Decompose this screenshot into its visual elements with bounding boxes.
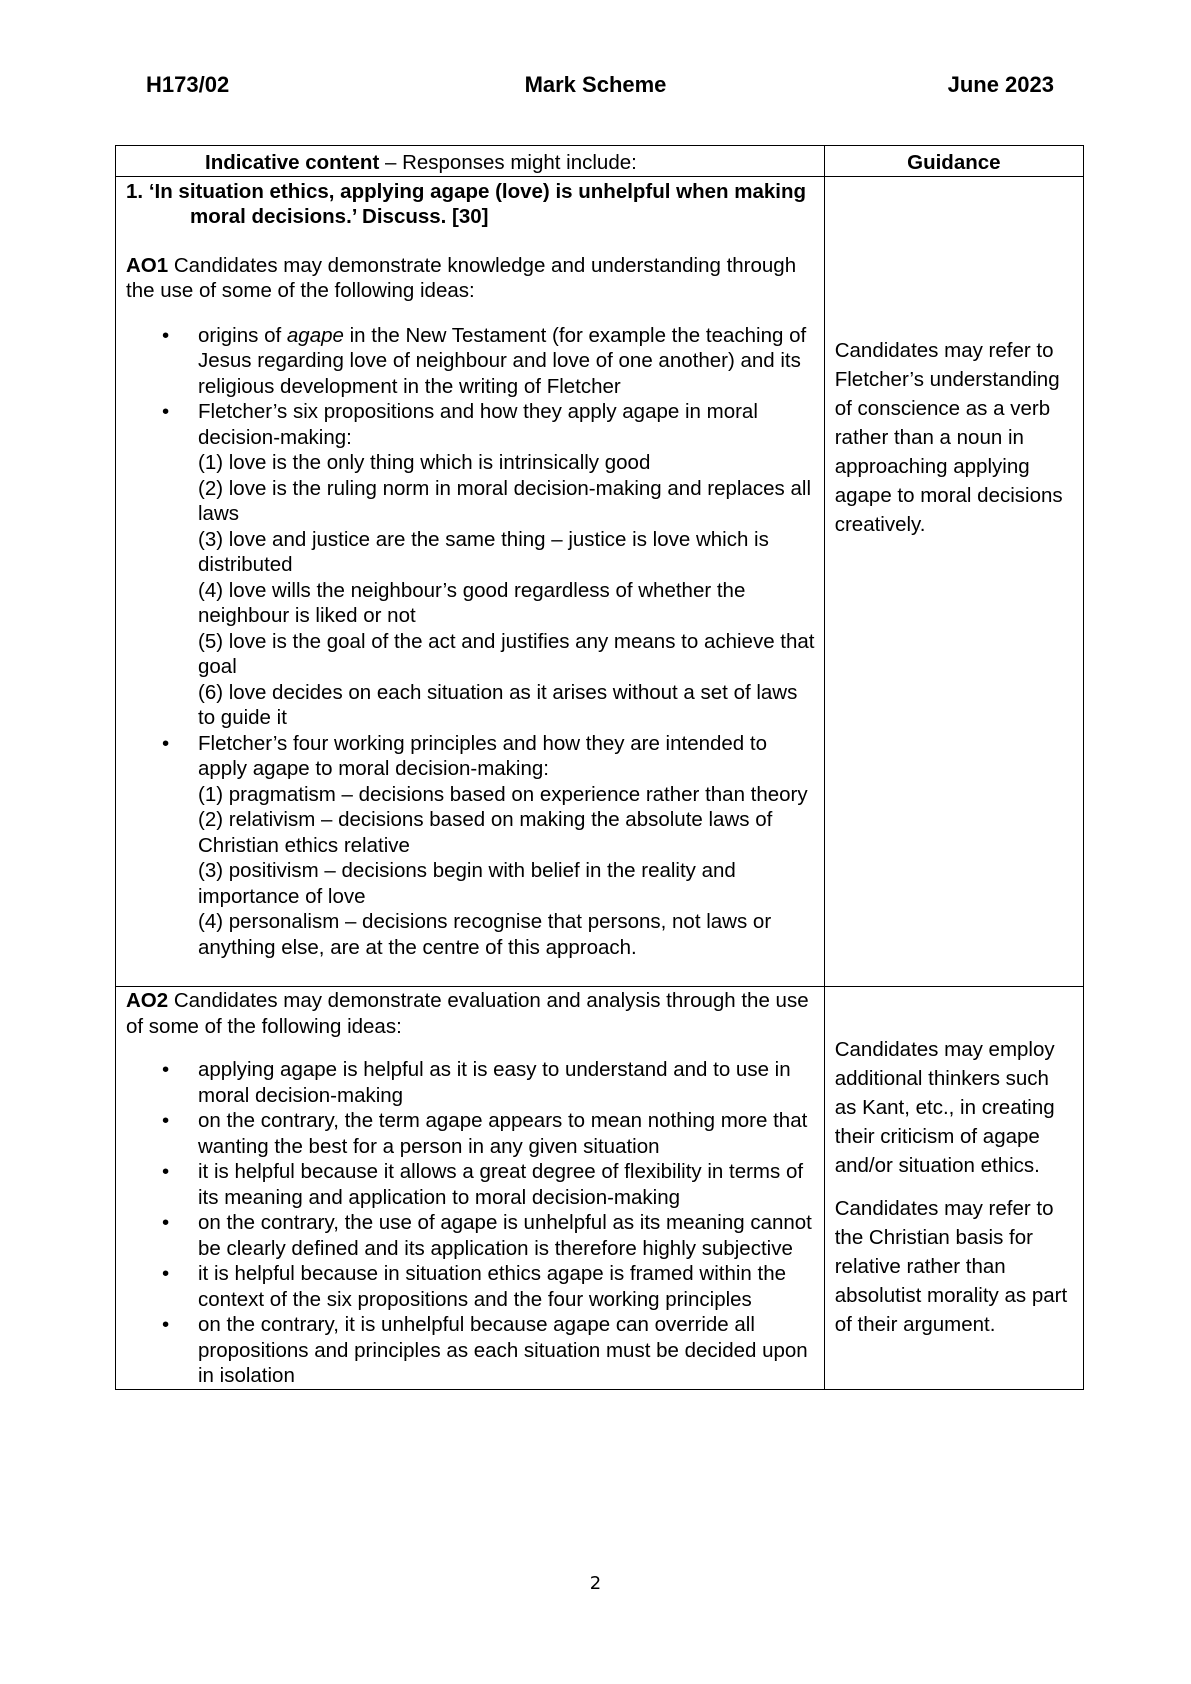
ao1-points [126, 323, 816, 961]
principle-item: (4) personalism – decisions recognise that persons, not laws or anything else, are at the centre of this approach. [198, 910, 772, 959]
ao2-point: • applying agape is helpful as it is easy to understand and to use in moral decision-making [162, 1058, 791, 1107]
header-guidance: Guidance [824, 146, 1083, 177]
proposition-item: (1) love is the only thing which is intrinsically good [198, 451, 651, 474]
ao2-intro [126, 988, 816, 1039]
ao1-content-cell [116, 176, 825, 987]
ao1-guidance-text: Candidates may refer to Fletcher’s understanding of conscience as a verb rather than a noun in approaching applying agape to moral decisions creatively. [834, 338, 1063, 536]
header-indicative-bold: Indicative content [205, 151, 380, 174]
ao2-guidance-text-2: Candidates may refer to the Christian basis for relative rather than absolutist morality as part of their argument. [834, 1197, 1068, 1336]
header-indicative-content [116, 146, 825, 177]
document-title: Mark Scheme [524, 72, 667, 97]
question-heading [126, 179, 816, 230]
header-indicative-rest: – Responses might include: [379, 151, 637, 174]
proposition-item: (5) love is the goal of the act and justifies any means to achieve that goal [198, 629, 815, 678]
bullet-icon: • [162, 1313, 170, 1336]
principle-item: (3) positivism – decisions begin with belief in the reality and importance of love [198, 859, 736, 908]
principle-item: (2) relativism – decisions based on making the absolute laws of Christian ethics relative [198, 808, 773, 857]
proposition-item: (6) love decides on each situation as it arises without a set of laws to guide it [198, 680, 798, 729]
page-header [0, 72, 1191, 102]
ao2-point: • it is helpful because it allows a great degree of flexibility in terms of its meaning and application to moral decision-making [162, 1160, 804, 1209]
ao2-points [126, 1057, 816, 1389]
ao2-intro-text: Candidates may demonstrate evaluation and analysis through the use of some of the following ideas: [126, 989, 809, 1038]
page-number: 2 [589, 1573, 602, 1594]
ao2-point: • it is helpful because in situation ethics agape is framed within the context of the six propositions and the four working principles [162, 1262, 787, 1311]
bullet-icon: • [162, 1160, 170, 1183]
bullet-icon: • [162, 323, 170, 347]
ao1-label: AO1 [126, 253, 169, 277]
ao1-point: • Fletcher’s four working principles and how they are intended to apply agape to moral decision-making: (1) pragmatism – decisions based on experience rather than theory (2) relativism – decisions based on making the absolute laws of Christian ethics relative (3) positivism – decisions begin with belief in the reality and importance of love (4) personalism – decisions recognise that persons, not laws or anything else, are at the centre of this approach. [126, 731, 816, 961]
proposition-item: (4) love wills the neighbour’s good regardless of whether the neighbour is liked or not [198, 578, 746, 627]
bullet-icon: • [162, 731, 170, 755]
ao1-guidance-cell [824, 176, 1083, 987]
ao2-point: • on the contrary, the use of agape is unhelpful as its meaning cannot be clearly defined and its application is therefore highly subjective [162, 1211, 812, 1260]
ao2-point: • on the contrary, it is unhelpful because agape can override all propositions and principles as each situation must be decided upon in isolation [162, 1313, 808, 1387]
ao1-point: • Fletcher’s six propositions and how they apply agape in moral decision-making: (1) love is the only thing which is intrinsically good (2) love is the ruling norm in moral decision-making and replaces all laws (3) love and justice are the same thing – justice is love which is distributed (4) love wills the neighbour’s good regardless of whether the neighbour is liked or not (5) love is the goal of the act and justifies any means to achieve that goal (6) love decides on each situation as it arises without a set of laws to guide it [162, 400, 815, 729]
ao1-row [116, 176, 1084, 987]
bullet-icon: • [162, 1211, 170, 1234]
ao2-guidance-text-1: Candidates may employ additional thinkers such as Kant, etc., in creating their criticism of agape and/or situation ethics. [834, 1038, 1055, 1177]
ao2-label: AO2 [126, 989, 169, 1012]
ao1-point: • origins of agape in the New Testament (for example the teaching of Jesus regarding love of neighbour and love of one another) and its religious development in the writing of Fletcher [162, 323, 807, 398]
bullet-icon: • [162, 1109, 170, 1132]
ao2-row [116, 987, 1084, 1390]
ao2-point: • on the contrary, the term agape appears to mean nothing more that wanting the best for a person in any given situation [162, 1109, 808, 1158]
principle-item: (1) pragmatism – decisions based on experience rather than theory [198, 782, 808, 806]
table-header-row [116, 146, 1084, 177]
ao1-intro [126, 253, 816, 304]
bullet-icon: • [162, 400, 170, 423]
ao1-intro-text: Candidates may demonstrate knowledge and understanding through the use of some of the following ideas: [126, 253, 797, 302]
bullet-icon: • [162, 1262, 170, 1285]
ao2-guidance-cell [824, 987, 1083, 1390]
question-text: ‘In situation ethics, applying agape (love) is unhelpful when making moral decisions.’ Discuss. [30] [148, 179, 807, 228]
agape-term: agape [286, 323, 344, 347]
ao2-content-cell [116, 987, 825, 1390]
question-number: 1. [126, 179, 144, 203]
paper-code: H173/02 [146, 72, 230, 97]
bullet-icon: • [162, 1058, 170, 1081]
mark-scheme-table [115, 145, 1084, 1390]
proposition-item: (3) love and justice are the same thing – justice is love which is distributed [198, 527, 769, 576]
exam-date: June 2023 [947, 72, 1054, 97]
proposition-item: (2) love is the ruling norm in moral decision-making and replaces all laws [198, 476, 811, 525]
